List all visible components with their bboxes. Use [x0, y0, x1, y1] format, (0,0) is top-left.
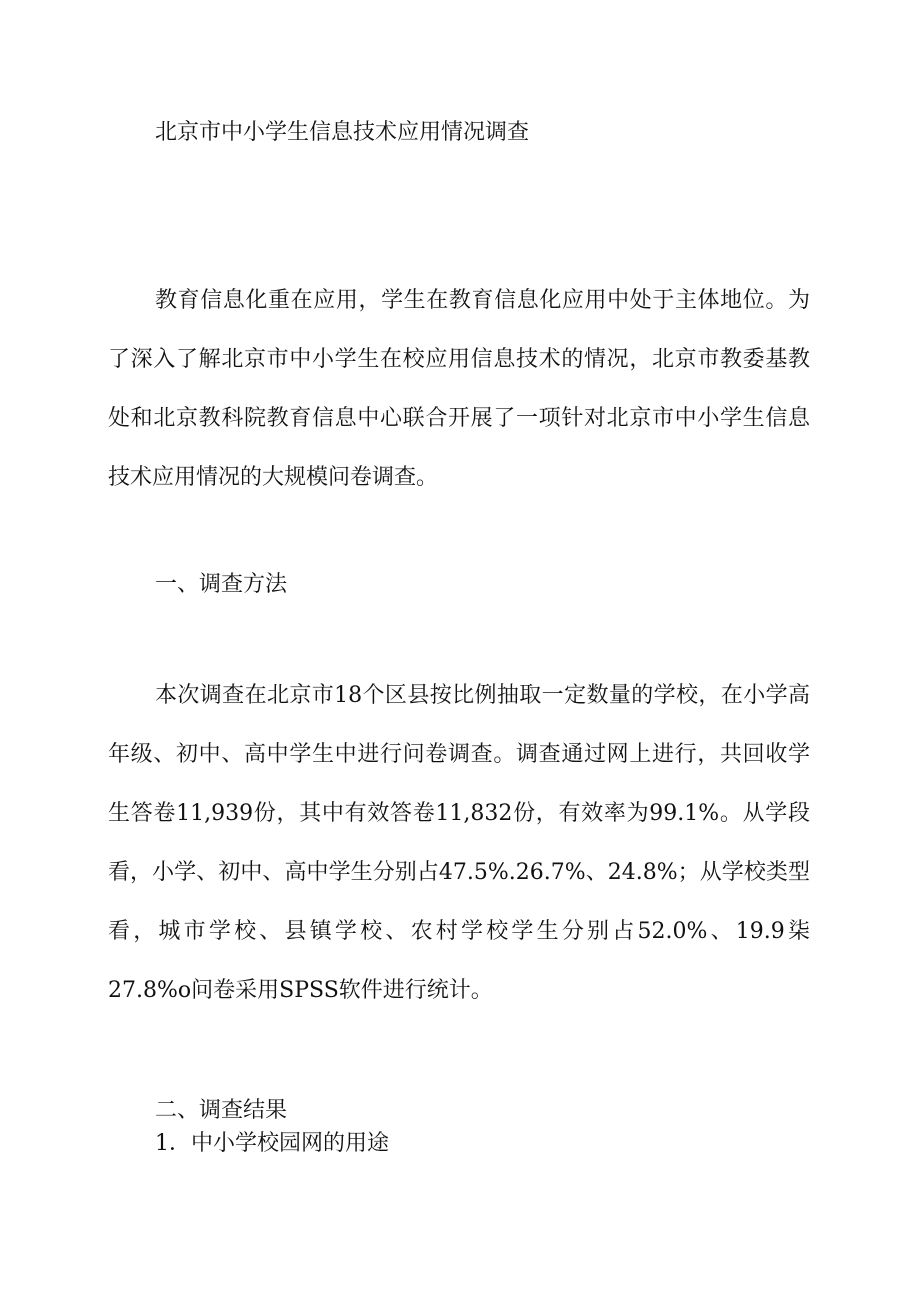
intro-paragraph: 教育信息化重在应用，学生在教育信息化应用中处于主体地位。为了深入了解北京市中小学生在校应用信息技术的情况，北京市教委基教处和北京教科院教育信息中心联合开展了一项针对北京市中小学生信息技术应用情况的大规模问卷调查。	[108, 288, 810, 490]
document-title: 北京市中小学生信息技术应用情况调查	[155, 120, 530, 145]
section-heading-results: 二、调查结果	[155, 1098, 288, 1123]
subsection-heading-campus-network: 1．中小学校园网的用途	[155, 1131, 389, 1156]
section-heading-methods: 一、调查方法	[155, 572, 288, 597]
methods-paragraph: 本次调查在北京市18个区县按比例抽取一定数量的学校，在小学高年级、初中、高中学生中进行问卷调查。调查通过网上进行，共回收学生答卷11,939份，其中有效答卷11,832份，有效率为99.1%。从学段看，小学、初中、高中学生分别占47.5%.26.7%、24.8%；从学校类型看，城市学校、县镇学校、农村学校学生分别占52.0%、19.9柒27.8%o问卷采用SPSS软件进行统计。	[108, 683, 810, 1003]
